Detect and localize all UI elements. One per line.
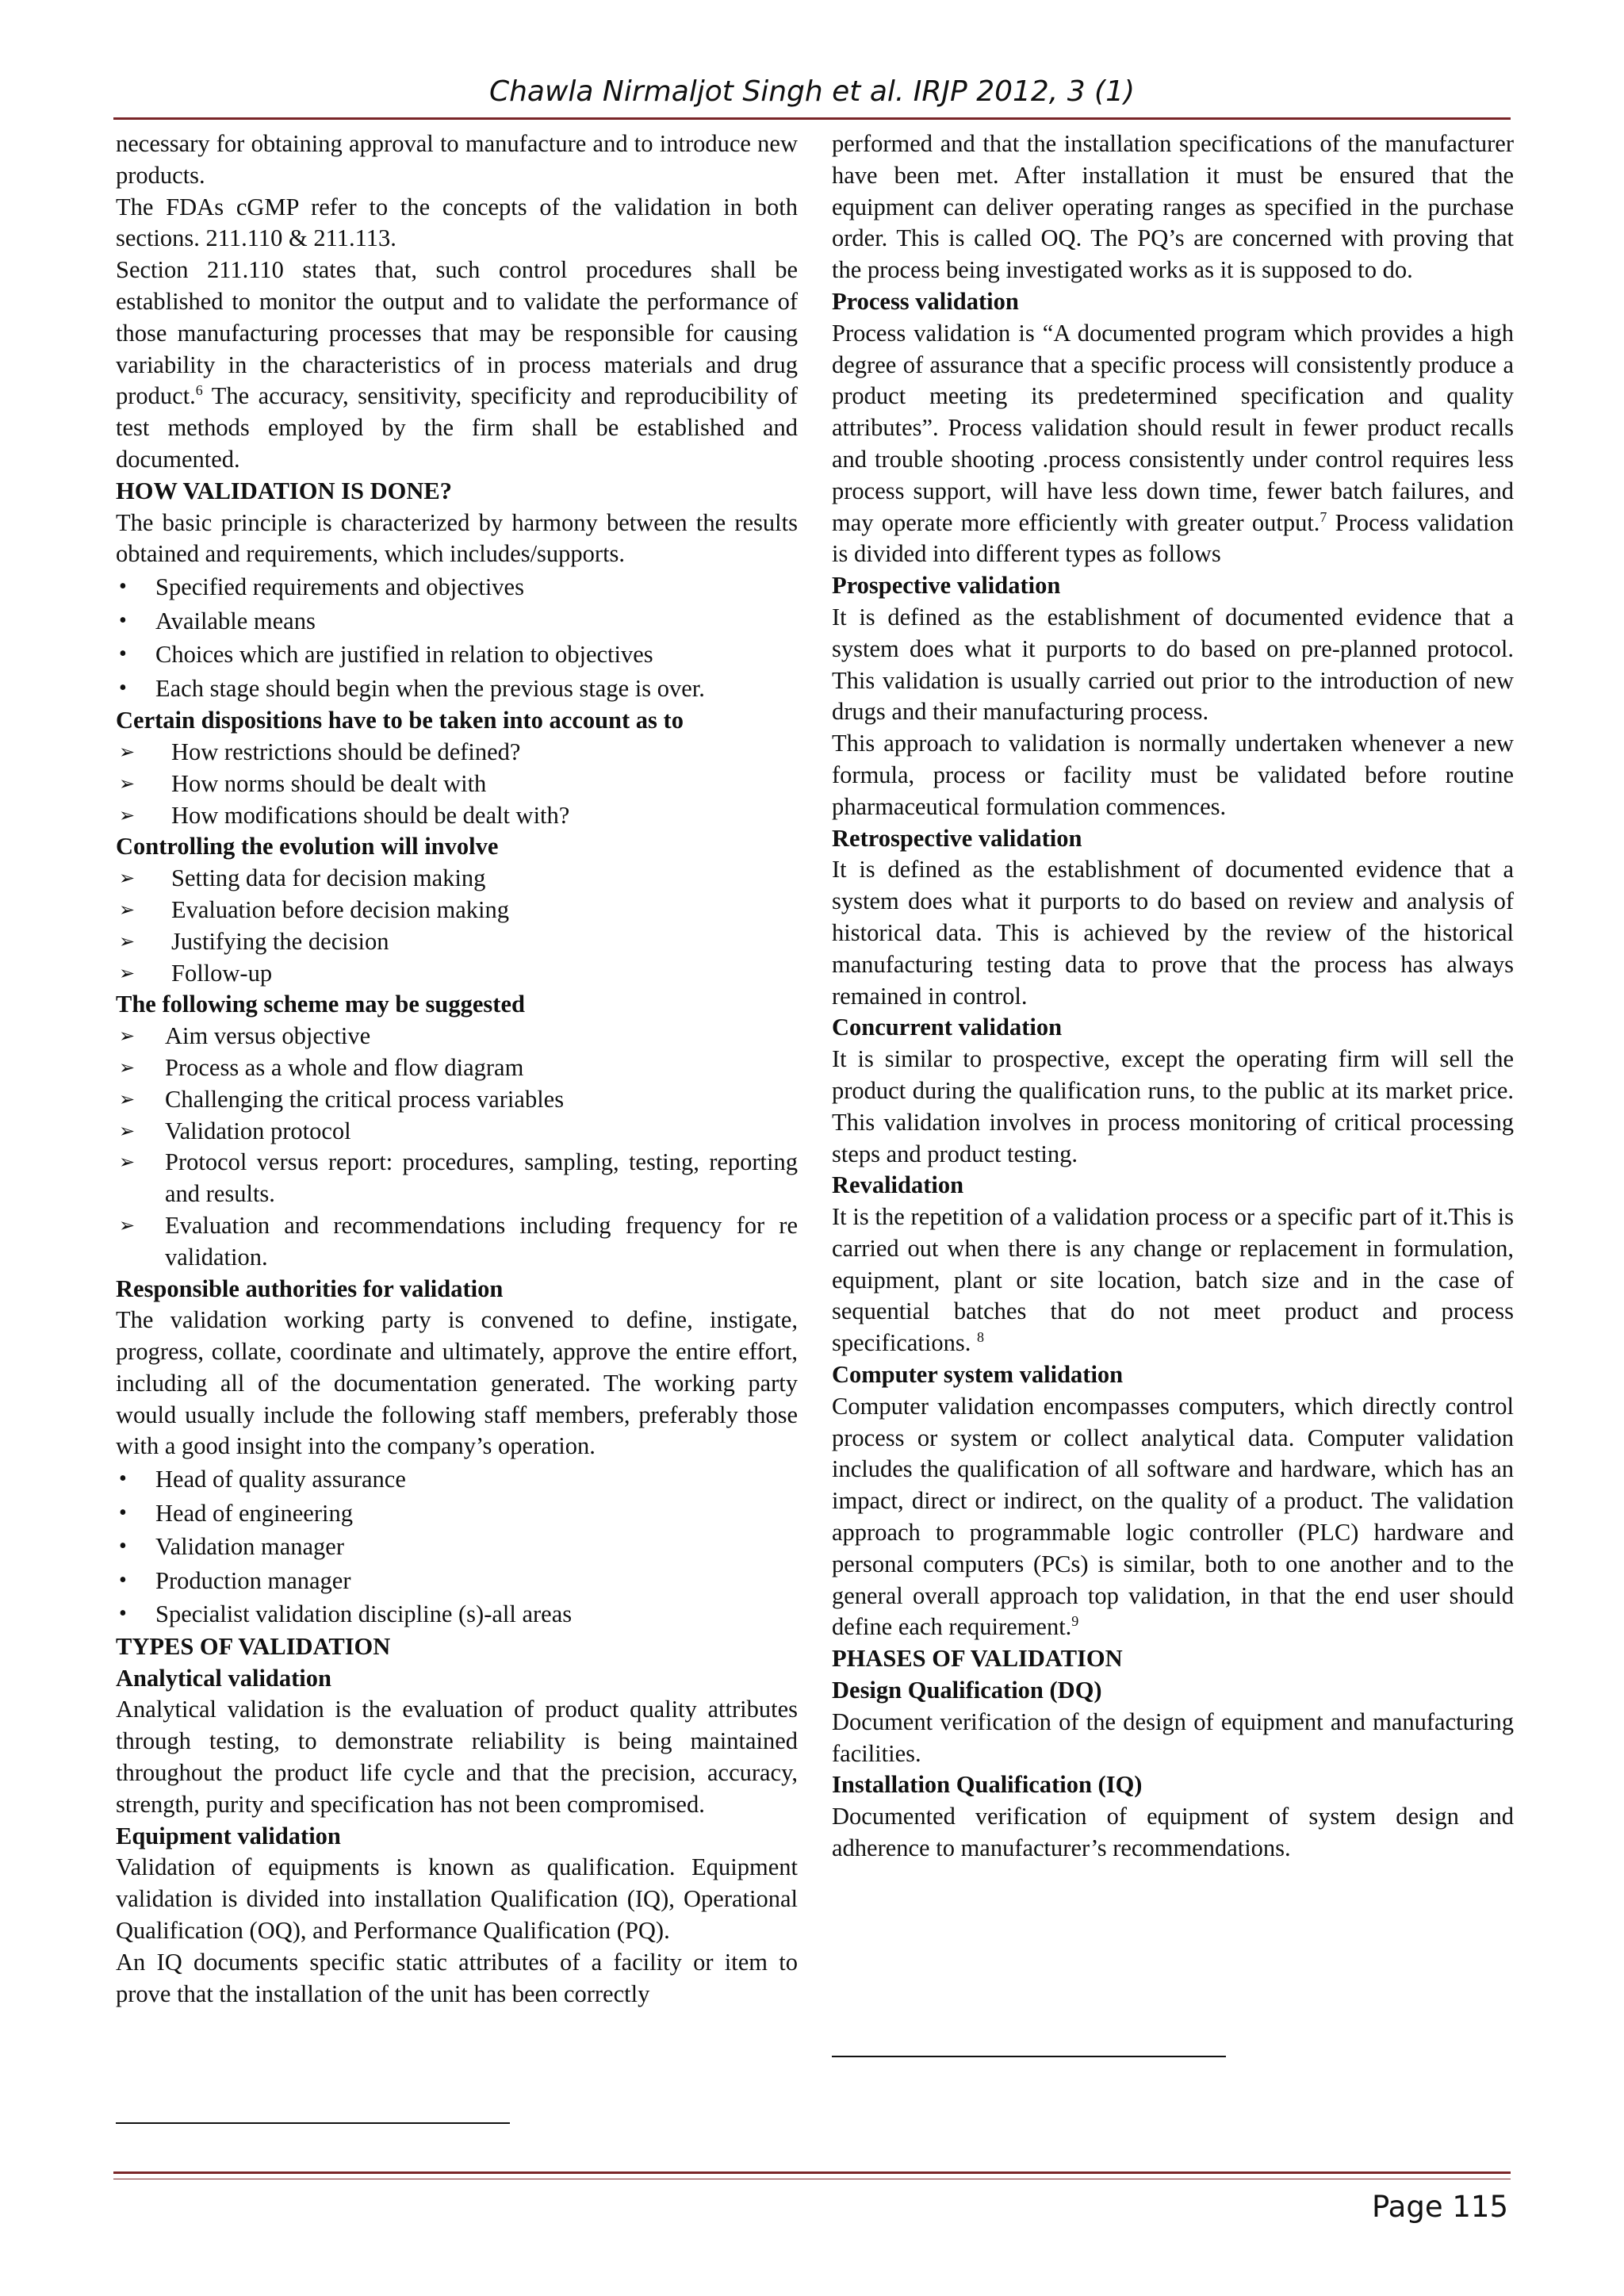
section-heading: TYPES OF VALIDATION xyxy=(116,1632,391,1660)
paragraph: The FDAs cGMP refer to the concepts of the validation in both sections. 211.110 & 211.113. xyxy=(116,193,798,252)
subsection-heading: Revalidation xyxy=(832,1171,964,1199)
list-item: ➢ How norms should be dealt with xyxy=(116,769,798,800)
footer-rule xyxy=(113,2171,1511,2174)
list-item: ➢ Follow-up xyxy=(116,958,798,990)
list-item: • Head of engineering xyxy=(116,1497,798,1531)
arrow-bullet-icon: ➢ xyxy=(119,930,136,953)
subsection-heading: Retrospective validation xyxy=(832,824,1082,852)
subsection-heading: Concurrent validation xyxy=(832,1014,1063,1041)
left-column xyxy=(116,128,798,2010)
arrow-list xyxy=(116,863,798,989)
citation-ref: 7 xyxy=(1320,508,1327,525)
paragraph-text: Process validation is divided into different types as follows xyxy=(832,508,1515,568)
arrow-bullet-icon: ➢ xyxy=(119,1119,136,1142)
paragraph: It is defined as the establishment of documented evidence that a system does what it purports to do based on review and analysis of historical data. This is achieved by the review of the historical manufacturing testing data to prove that the process has always remained in control. xyxy=(832,856,1514,1010)
list-item: ➢ Evaluation before decision making xyxy=(116,895,798,926)
list-item: ➢ Justifying the decision xyxy=(116,926,798,958)
section-heading: HOW VALIDATION IS DONE? xyxy=(116,477,453,504)
paragraph xyxy=(832,1391,1514,1643)
subsection-heading: Controlling the evolution will involve xyxy=(116,833,499,861)
arrow-bullet-icon: ➢ xyxy=(119,961,136,984)
arrow-bullet-icon: ➢ xyxy=(119,803,136,826)
paragraph: The basic principle is characterized by harmony between the results obtained and requirements, which includes/supports. xyxy=(116,508,798,568)
paragraph: Document verification of the design of equipment and manufacturing facilities. xyxy=(832,1708,1514,1767)
arrow-list xyxy=(116,1021,798,1273)
subsection-heading: Computer system validation xyxy=(832,1361,1124,1389)
right-column xyxy=(832,128,1514,1865)
paragraph: An IQ documents specific static attributes of a facility or item to prove that the installation of the unit has been correctly xyxy=(116,1948,798,2007)
bullet-list xyxy=(116,570,798,705)
list-item: • Specified requirements and objectives xyxy=(116,570,798,604)
page-number: Page 115 xyxy=(1372,2190,1508,2224)
arrow-bullet-icon: ➢ xyxy=(119,1087,136,1110)
paragraph: It is defined as the establishment of documented evidence that a system does what it purports to do based on pre-planned protocol. This validation is usually carried out prior to the introduction of new drugs and their manufacturing process. xyxy=(832,603,1514,726)
running-title: Chawla Nirmaljot Singh et al. IRJP 2012, 3 (1) xyxy=(488,75,1136,108)
list-item: • Choices which are justified in relation to objectives xyxy=(116,638,798,672)
list-item: • Validation manager xyxy=(116,1530,798,1564)
arrow-bullet-icon: ➢ xyxy=(119,1056,136,1079)
paragraph-text: The accuracy, sensitivity, specificity and reproducibility of test methods employed by the firm shall be established and documented. xyxy=(116,382,798,473)
paragraph: Documented verification of equipment of system design and adherence to manufacturer’s recommendations. xyxy=(832,1803,1514,1862)
paragraph: The validation working party is convened to define, instigate, progress, collate, coordinate and ultimately, approve the entire effort, including all of the documentation generated. The working party would usually include the following staff members, preferably those with a good insight into the company’s operation. xyxy=(116,1306,798,1460)
list-item: • Production manager xyxy=(116,1564,798,1598)
arrow-list xyxy=(116,737,798,831)
subsection-heading: Design Qualification (DQ) xyxy=(832,1677,1102,1704)
paragraph xyxy=(832,318,1514,570)
paragraph: performed and that the installation specifications of the manufacturer have been met. After installation it must be ensured that the equipment can deliver operating ranges as specified in the purchase order. This is called OQ. The PQ’s are concerned with proving that the process being investigated works as it is supposed to do. xyxy=(832,130,1514,284)
paragraph: This approach to validation is normally undertaken whenever a new formula, process or facility must be validated before routine pharmaceutical formulation commences. xyxy=(832,730,1514,820)
list-item: ➢ Challenging the critical process variables xyxy=(116,1084,798,1116)
arrow-bullet-icon: ➢ xyxy=(119,740,136,763)
subsection-heading: Process validation xyxy=(832,287,1019,315)
citation-ref: 6 xyxy=(195,382,203,399)
paragraph: Analytical validation is the evaluation of product quality attributes through testing, to demonstrate reliability is being maintained throughout the product life cycle and that the precision, accuracy, strength, purity and specification has not been compromised. xyxy=(116,1696,798,1818)
paragraph xyxy=(116,255,798,476)
list-item: • Specialist validation discipline (s)-all areas xyxy=(116,1597,798,1631)
arrow-bullet-icon: ➢ xyxy=(119,772,136,795)
subsection-heading: Installation Qualification (IQ) xyxy=(832,1771,1143,1799)
subsection-heading: Analytical validation xyxy=(116,1664,331,1692)
paragraph-text: Process validation is “A documented program which provides a high degree of assurance that a specific process will consistently produce a product meeting its predetermined specification and quality attributes”. Process validation should result in fewer product recalls and trouble shooting .process consistently under control requires less process support, will have less down time, fewer batch failures, and may operate more efficiently with greater output. xyxy=(832,319,1514,536)
list-item: • Head of quality assurance xyxy=(116,1462,798,1497)
paragraph: necessary for obtaining approval to manufacture and to introduce new products. xyxy=(116,130,798,189)
subsection-heading: Equipment validation xyxy=(116,1822,341,1849)
citation-ref: 9 xyxy=(1071,1613,1079,1630)
list-item: ➢ Validation protocol xyxy=(116,1116,798,1148)
subsection-heading: The following scheme may be suggested xyxy=(116,991,525,1018)
paragraph: Validation of equipments is known as qualification. Equipment validation is divided into installation Qualification (IQ), Operational Qualification (OQ), and Performance Qualification (PQ). xyxy=(116,1853,798,1944)
subsection-heading: Prospective validation xyxy=(832,572,1061,600)
footnote-separator xyxy=(116,2122,510,2124)
paragraph: It is similar to prospective, except the operating firm will sell the product during the qualification runs, to the public at its market price. This validation involves in process monitoring of critical processing steps and product testing. xyxy=(832,1045,1514,1167)
list-item: ➢ How modifications should be dealt with? xyxy=(116,800,798,832)
paragraph-text: Section 211.110 states that, such control procedures shall be established to monitor the output and to validate the performance of those manufacturing processes that may be responsible for causing variability in the characteristics of in process materials and drug product. xyxy=(116,256,798,410)
citation-ref: 8 xyxy=(976,1329,984,1346)
bullet-list xyxy=(116,1462,798,1631)
arrow-bullet-icon: ➢ xyxy=(119,1213,136,1236)
list-item: ➢ How restrictions should be defined? xyxy=(116,737,798,769)
list-item: ➢ Process as a whole and flow diagram xyxy=(116,1052,798,1084)
arrow-bullet-icon: ➢ xyxy=(119,1025,136,1048)
arrow-bullet-icon: ➢ xyxy=(119,898,136,921)
list-item: ➢ Evaluation and recommendations including frequency for re validation. xyxy=(119,1211,798,1271)
paragraph-text: It is the repetition of a validation process or a specific part of it.This is carried out when there is any change or replacement in formulation, equipment, plant or site location, batch size and in the case of sequential batches that do not meet product and process specifications. xyxy=(832,1203,1514,1357)
arrow-bullet-icon: ➢ xyxy=(119,1151,136,1174)
footnote-separator xyxy=(832,2056,1226,2057)
paragraph xyxy=(832,1202,1514,1359)
list-item: • Each stage should begin when the previous stage is over. xyxy=(116,672,798,706)
list-item: ➢ Protocol versus report: procedures, sampling, testing, reporting and results. xyxy=(119,1148,798,1208)
section-heading: PHASES OF VALIDATION xyxy=(832,1645,1123,1673)
subsection-heading: Responsible authorities for validation xyxy=(116,1274,504,1302)
list-item: • Available means xyxy=(116,604,798,638)
arrow-bullet-icon: ➢ xyxy=(119,867,136,890)
list-item: ➢ Aim versus objective xyxy=(116,1021,798,1052)
list-item: ➢ Setting data for decision making xyxy=(116,863,798,895)
paragraph-text: Computer validation encompasses computers, which directly control process or system or collect analytical data. Computer validation includes the qualification of all software and hardware, which has an impact, direct or indirect, on the quality of a product. The validation approach to programmable logic controller (PLC) hardware and personal computers (PCs) is similar, both to one another and to the general overall approach top validation, in that the end user should define each requirement. xyxy=(832,1392,1514,1641)
subsection-heading: Certain dispositions have to be taken into account as to xyxy=(116,707,684,734)
header-rule xyxy=(113,117,1511,120)
